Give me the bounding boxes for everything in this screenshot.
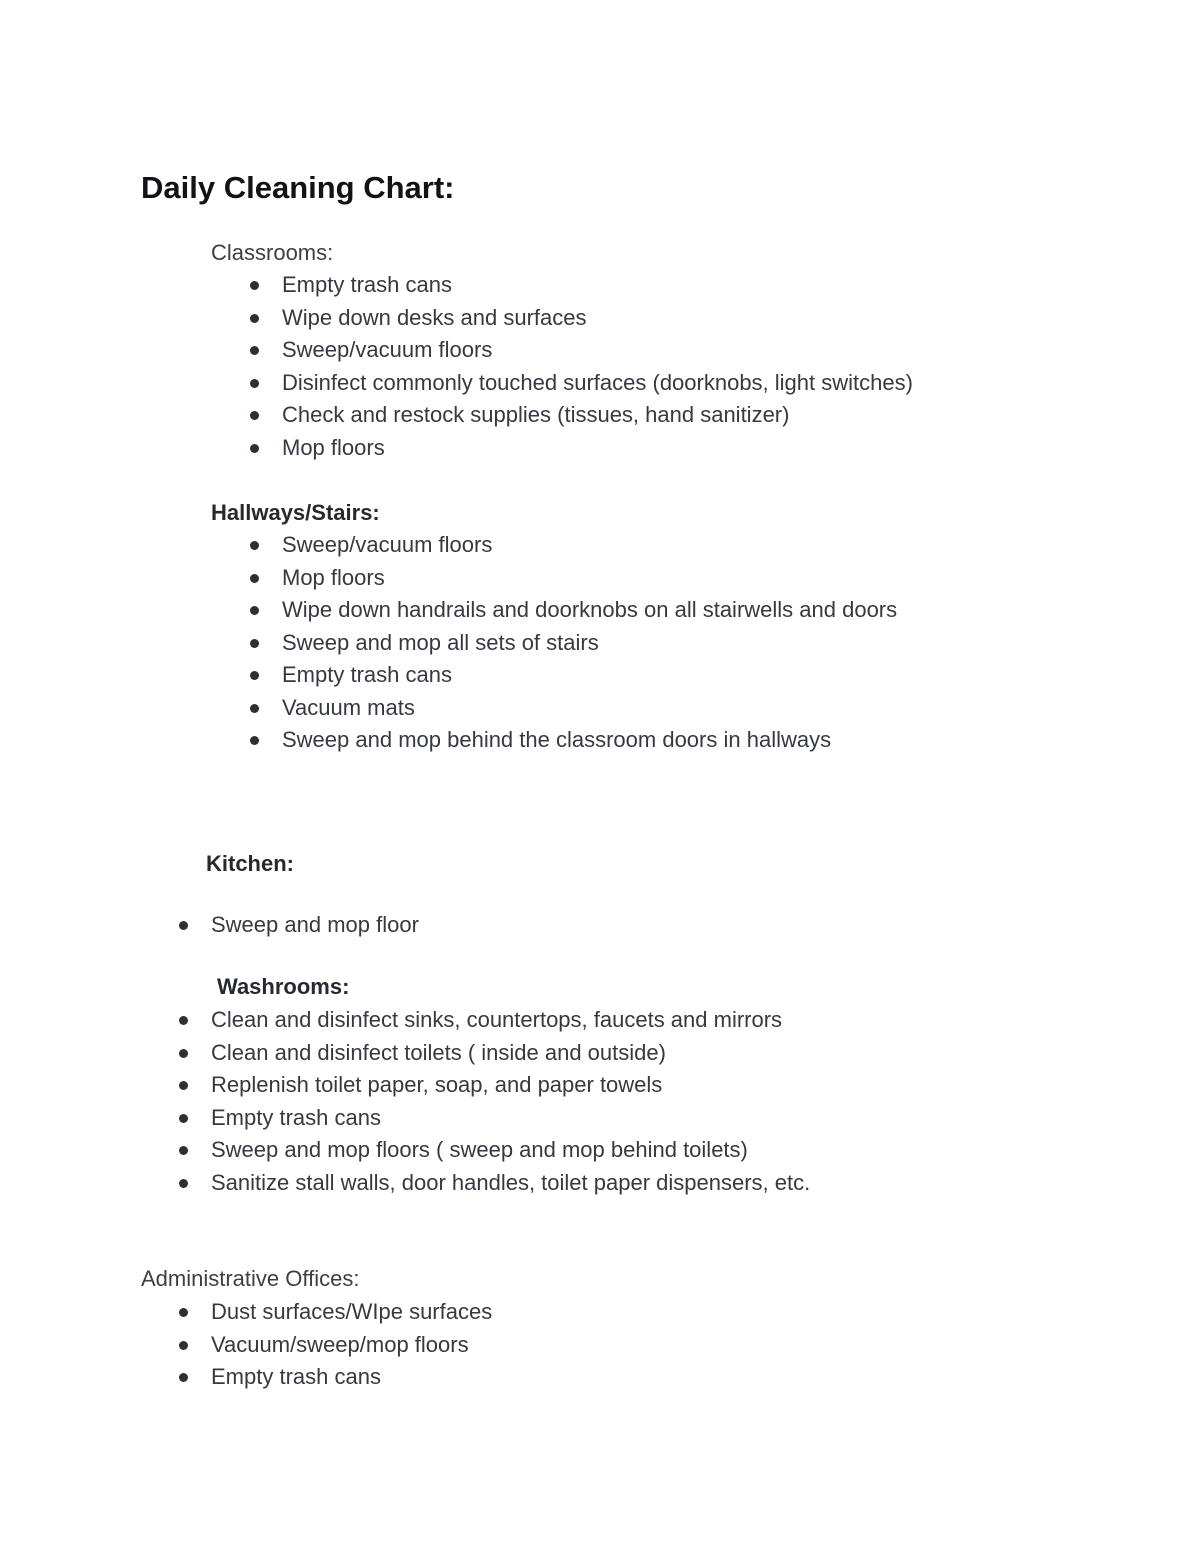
document-title: Daily Cleaning Chart: — [141, 170, 455, 205]
classrooms-heading: Classrooms: — [211, 240, 334, 265]
bullet-icon — [179, 1179, 188, 1188]
bullet-icon — [250, 314, 259, 323]
bullet-icon — [179, 1341, 188, 1350]
hallways-heading: Hallways/Stairs: — [211, 500, 380, 525]
bullet-icon — [250, 379, 259, 388]
bullet-icon — [179, 1049, 188, 1058]
bullet-icon — [250, 411, 259, 420]
bullet-icon — [250, 541, 259, 550]
bullet-icon — [179, 1114, 188, 1123]
bullet-icon — [179, 1308, 188, 1317]
bullet-icon — [250, 704, 259, 713]
bullet-icon — [250, 736, 259, 745]
admin-heading: Administrative Offices: — [141, 1266, 360, 1291]
bullet-icon — [250, 444, 259, 453]
bullet-icon — [250, 281, 259, 290]
bullet-icon — [250, 346, 259, 355]
bullet-icon — [250, 574, 259, 583]
bullet-icon — [250, 639, 259, 648]
bullet-icon — [179, 1016, 188, 1025]
bullet-icon — [179, 1081, 188, 1090]
washrooms-heading: Washrooms: — [217, 974, 350, 999]
bullet-icon — [179, 1146, 188, 1155]
bullet-icon — [250, 671, 259, 680]
bullet-icon — [179, 921, 188, 930]
bullet-icon — [179, 1373, 188, 1382]
bullet-icon — [250, 606, 259, 615]
kitchen-heading: Kitchen: — [206, 851, 294, 876]
